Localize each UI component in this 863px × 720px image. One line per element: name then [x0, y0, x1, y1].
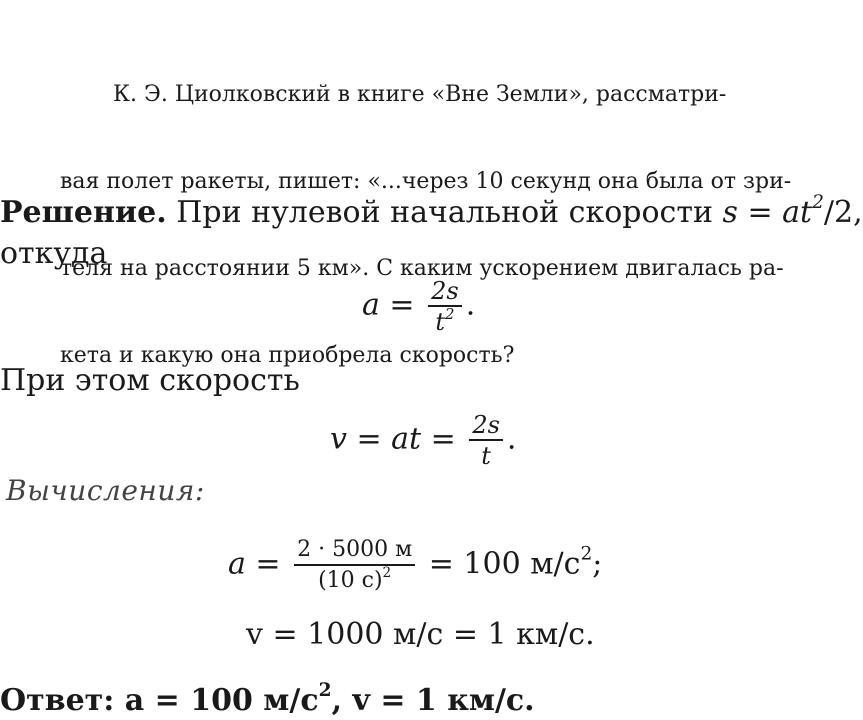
fraction-numerator: 2s [428, 278, 462, 307]
solution-label: Решение. [0, 195, 167, 230]
fraction-2s-over-t2 [428, 278, 462, 335]
formula-s-tail: /2, [823, 195, 863, 230]
calc-denominator-base: (10 с) [318, 568, 383, 593]
formula-a-end: . [465, 287, 476, 323]
denominator-base: t [435, 308, 445, 336]
formula-v-end: . [506, 421, 517, 457]
problem-line: К. Э. Циолковский в книге «Вне Земли», рассматри- [113, 82, 727, 107]
calc-denominator-exponent: 2 [382, 564, 392, 581]
denominator-exponent: 2 [445, 304, 455, 323]
whence-text: откуда [0, 236, 108, 271]
calc-fraction [294, 537, 415, 594]
problem-line: вая полет ракеты, пишет: «...через 10 секунд она была от зри- [60, 169, 792, 194]
solution-text: При нулевой начальной скорости [176, 195, 713, 230]
answer-label: Ответ: [0, 683, 115, 718]
fraction-2s-over-t [469, 412, 503, 469]
fraction-denominator [428, 304, 462, 336]
fraction-denominator: t [481, 442, 491, 470]
problem-line: теля на расстоянии 5 км». С каким ускорением двигалась ра- [60, 256, 784, 281]
calc-a-result-exponent: 2 [580, 543, 593, 565]
calc-acceleration [228, 537, 602, 594]
formula-acceleration [362, 278, 475, 335]
calc-denominator [294, 566, 415, 594]
formula-s [722, 192, 824, 230]
problem-line: кета и какую она приобрела скорость? [60, 343, 515, 368]
solution-line [0, 192, 863, 231]
formula-velocity [330, 412, 516, 469]
fraction-numerator: 2s [469, 412, 503, 441]
calc-a-lhs: a = [228, 546, 281, 582]
formula-a-lhs: a = [362, 287, 415, 323]
speed-intro: При этом скорость [0, 363, 300, 398]
calc-velocity: v = 1000 м/с = 1 км/с. [246, 617, 595, 652]
calc-a-result-end: ; [592, 546, 603, 582]
answer-a: a = 100 м/с [124, 683, 319, 718]
calc-a-result: = 100 м/с [428, 546, 581, 582]
formula-s-exponent: 2 [812, 192, 824, 214]
calc-numerator: 2 · 5000 м [294, 537, 415, 566]
answer-rest: , v = 1 км/с. [331, 683, 535, 718]
formula-s-lhs: s = at [722, 195, 813, 230]
answer-a-exponent: 2 [318, 680, 332, 702]
formula-v-lhs: v = at = [330, 421, 456, 457]
answer-line [0, 680, 535, 719]
calculations-heading: Вычисления: [6, 474, 205, 507]
